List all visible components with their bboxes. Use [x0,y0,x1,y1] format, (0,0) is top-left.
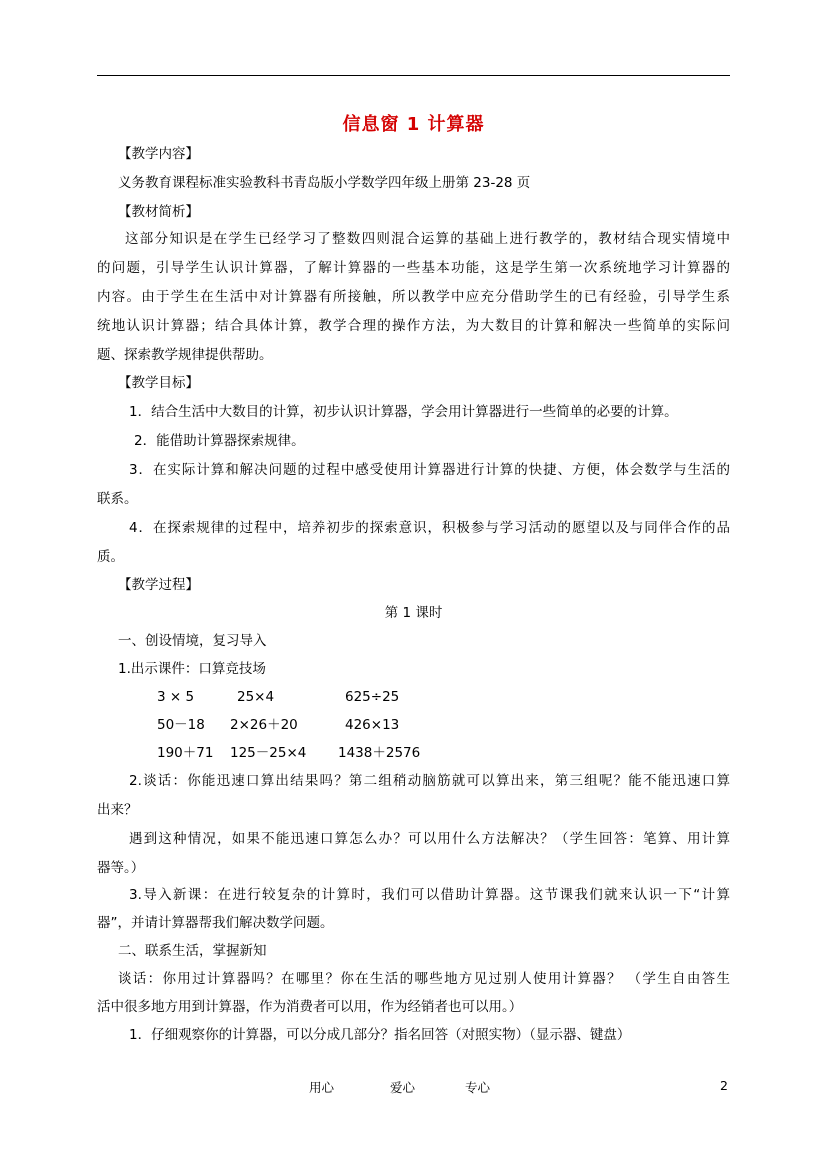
analysis-heading: 【教材简析】 [118,204,199,220]
footer-right: 专心 [465,1080,491,1095]
analysis-line: 这部分知识是在学生已经学习了整数四则混合运算的基础上进行教学的，教材结合现实情境中 [125,231,730,247]
item2-line: 出来？ [97,802,138,818]
analysis-line: 题、探索教学规律提供帮助。 [97,347,273,363]
calc-expression: 25×4 [237,689,275,705]
analysis-line: 统地认识计算器；结合具体计算，教学合理的操作方法，为大数目的计算和解决一些简单的实际问 [97,318,730,334]
header-rule [97,75,730,76]
goal-line: 质。 [97,549,124,565]
calc-expression: 3 × 5 [157,689,195,705]
item3-line: 3.导入新课：在进行较复杂的计算时，我们可以借助计算器。这节课我们就来认识一下“计算 [129,887,730,903]
item2b-line: 遇到这种情况，如果不能迅速口算怎么办？可以用什么方法解决？（学生回答：笔算、用计算 [129,831,730,847]
analysis-line: 内容。由于学生在生活中对计算器有所接触，所以教学中应充分借助学生的已有经验，引导学生系 [97,289,730,305]
calc-expression: 50－18 [157,717,205,733]
goals-heading: 【教学目标】 [118,375,199,391]
calc-expression: 190＋71 [157,745,214,761]
process-heading: 【教学过程】 [118,577,199,593]
calc-expression: 2×26＋20 [230,717,298,733]
goal-line: 3．在实际计算和解决问题的过程中感受使用计算器进行计算的快捷、方便，体会数学与生活的 [129,462,730,478]
content-text: 义务教育课程标准实验教科书青岛版小学数学四年级上册第 23-28 页 [118,175,531,191]
page-number: 2 [720,1078,728,1093]
content-heading: 【教学内容】 [118,146,199,162]
talk-line: 谈话：你用过计算器吗？在哪里？你在生活的哪些地方见过别人使用计算器？ （学生自由答生 [118,971,730,987]
item1-text: 1.出示课件：口算竞技场 [118,661,266,677]
calc-expression: 426×13 [345,717,400,733]
analysis-line: 的问题，引导学生认识计算器，了解计算器的一些基本功能，这是学生第一次系统地学习计算器的 [97,260,730,276]
footer-left: 用心 [309,1080,335,1095]
goal-line: 4．在探索规律的过程中，培养初步的探索意识，积极参与学习活动的愿望以及与同伴合作的品 [129,520,730,536]
page-title: 信息窗 1 计算器 [342,114,485,135]
goal-line: 联系。 [97,491,138,507]
part1-heading: 一、创设情境，复习导入 [118,633,267,649]
calc-expression: 125－25×4 [230,745,307,761]
lesson-label: 第 1 课时 [384,605,443,621]
calc-expression: 625÷25 [345,689,400,705]
calc-expression: 1438＋2576 [338,745,421,761]
footer-middle: 爱心 [390,1080,416,1095]
item3-line: 器”，并请计算器帮我们解决数学问题。 [97,915,334,931]
part2-heading: 二、联系生活，掌握新知 [118,943,267,959]
item2b-line: 器等。） [97,860,145,876]
item2-line: 2.谈话：你能迅速口算出结果吗？第二组稍动脑筋就可以算出来，第三组呢？能不能迅速口算 [129,773,730,789]
goal-line: 2．能借助计算器探索规律。 [134,433,305,449]
step1-text: 1．仔细观察你的计算器，可以分成几部分？指名回答（对照实物）（显示器、键盘） [129,1027,631,1043]
goal-line: 1．结合生活中大数目的计算，初步认识计算器，学会用计算器进行一些简单的必要的计算。 [129,404,678,420]
talk-line: 活中很多地方用到计算器，作为消费者可以用，作为经销者也可以用。） [97,999,523,1015]
